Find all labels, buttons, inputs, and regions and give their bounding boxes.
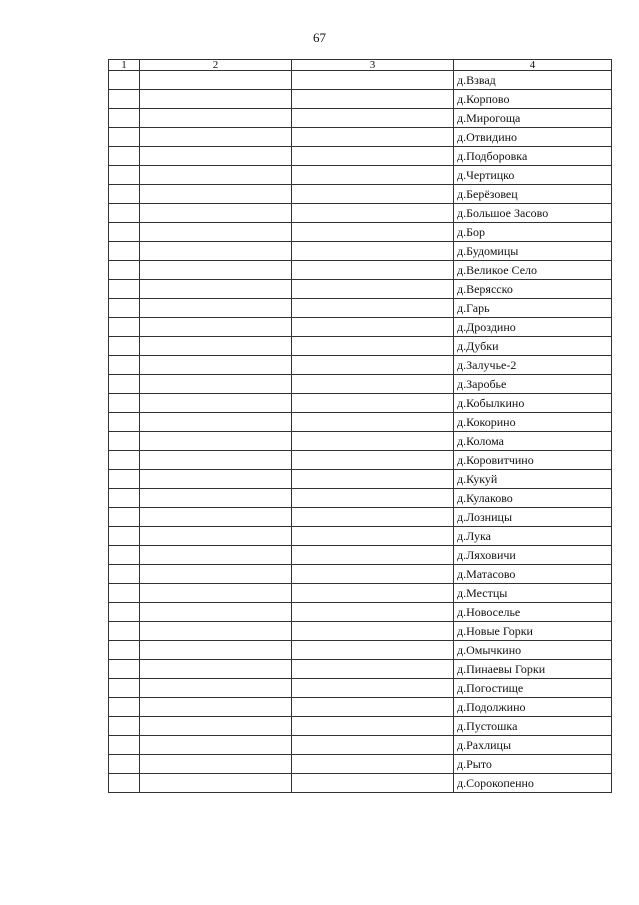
empty-cell <box>140 147 292 166</box>
empty-cell <box>140 166 292 185</box>
empty-cell <box>140 90 292 109</box>
settlement-name: д.Отвидино <box>454 128 612 147</box>
empty-cell <box>109 318 140 337</box>
table-row <box>109 375 612 394</box>
empty-cell <box>109 527 140 546</box>
empty-cell <box>109 375 140 394</box>
table-row <box>109 299 612 318</box>
empty-cell <box>292 470 454 489</box>
table-row <box>109 489 612 508</box>
table-row <box>109 641 612 660</box>
table-row <box>109 109 612 128</box>
table-row <box>109 717 612 736</box>
settlements-table <box>108 59 612 793</box>
table-row <box>109 413 612 432</box>
empty-cell <box>140 204 292 223</box>
empty-cell <box>109 679 140 698</box>
empty-cell <box>109 90 140 109</box>
empty-cell <box>140 584 292 603</box>
empty-cell <box>109 432 140 451</box>
table-row <box>109 223 612 242</box>
empty-cell <box>140 413 292 432</box>
settlement-name: д.Матасово <box>454 565 612 584</box>
empty-cell <box>292 166 454 185</box>
empty-cell <box>140 394 292 413</box>
empty-cell <box>109 603 140 622</box>
settlement-name: д.Новоселье <box>454 603 612 622</box>
settlement-name: д.Кулаково <box>454 489 612 508</box>
empty-cell <box>292 299 454 318</box>
settlement-name: д.Сорокопенно <box>454 774 612 793</box>
empty-cell <box>292 280 454 299</box>
table-row <box>109 90 612 109</box>
empty-cell <box>292 242 454 261</box>
table-row <box>109 774 612 793</box>
table-row <box>109 660 612 679</box>
table-row <box>109 527 612 546</box>
empty-cell <box>140 356 292 375</box>
empty-cell <box>140 641 292 660</box>
settlement-name: д.Пустошка <box>454 717 612 736</box>
empty-cell <box>109 717 140 736</box>
empty-cell <box>109 622 140 641</box>
table-row <box>109 679 612 698</box>
empty-cell <box>140 470 292 489</box>
empty-cell <box>292 774 454 793</box>
settlement-name: д.Новые Горки <box>454 622 612 641</box>
settlement-name: д.Кобылкино <box>454 394 612 413</box>
table-row <box>109 242 612 261</box>
empty-cell <box>140 622 292 641</box>
settlement-name: д.Подолжино <box>454 698 612 717</box>
empty-cell <box>140 261 292 280</box>
settlement-name: д.Местцы <box>454 584 612 603</box>
empty-cell <box>292 603 454 622</box>
empty-cell <box>140 679 292 698</box>
empty-cell <box>109 166 140 185</box>
empty-cell <box>140 603 292 622</box>
settlement-name: д.Колома <box>454 432 612 451</box>
empty-cell <box>292 261 454 280</box>
settlement-name: д.Коровитчино <box>454 451 612 470</box>
empty-cell <box>140 489 292 508</box>
table-row <box>109 584 612 603</box>
empty-cell <box>292 527 454 546</box>
settlement-name: д.Подборовка <box>454 147 612 166</box>
empty-cell <box>292 375 454 394</box>
empty-cell <box>292 508 454 527</box>
empty-cell <box>292 71 454 90</box>
empty-cell <box>140 185 292 204</box>
empty-cell <box>140 736 292 755</box>
empty-cell <box>109 261 140 280</box>
settlement-name: д.Лука <box>454 527 612 546</box>
settlement-name: д.Мирогоща <box>454 109 612 128</box>
table-row <box>109 128 612 147</box>
table-row <box>109 71 612 90</box>
empty-cell <box>109 565 140 584</box>
empty-cell <box>109 185 140 204</box>
settlement-name: д.Гарь <box>454 299 612 318</box>
empty-cell <box>109 280 140 299</box>
table-row <box>109 546 612 565</box>
empty-cell <box>292 546 454 565</box>
empty-cell <box>109 223 140 242</box>
table-header-row <box>109 60 612 71</box>
empty-cell <box>109 755 140 774</box>
empty-cell <box>109 774 140 793</box>
table-row <box>109 185 612 204</box>
settlement-name: д.Будомицы <box>454 242 612 261</box>
table-row <box>109 337 612 356</box>
empty-cell <box>292 679 454 698</box>
table-row <box>109 508 612 527</box>
empty-cell <box>140 299 292 318</box>
empty-cell <box>292 584 454 603</box>
settlement-name: д.Лозницы <box>454 508 612 527</box>
empty-cell <box>140 546 292 565</box>
empty-cell <box>140 774 292 793</box>
table-row <box>109 565 612 584</box>
table-row <box>109 603 612 622</box>
empty-cell <box>292 432 454 451</box>
empty-cell <box>140 508 292 527</box>
empty-cell <box>140 109 292 128</box>
empty-cell <box>109 698 140 717</box>
column-header-4: 4 <box>454 60 612 71</box>
settlement-name: д.Верясско <box>454 280 612 299</box>
table-row <box>109 698 612 717</box>
empty-cell <box>292 318 454 337</box>
empty-cell <box>109 147 140 166</box>
empty-cell <box>109 489 140 508</box>
empty-cell <box>140 660 292 679</box>
empty-cell <box>292 147 454 166</box>
table-row <box>109 147 612 166</box>
empty-cell <box>109 584 140 603</box>
settlement-name: д.Рыто <box>454 755 612 774</box>
settlement-name: д.Погостище <box>454 679 612 698</box>
empty-cell <box>109 337 140 356</box>
settlement-name: д.Кукуй <box>454 470 612 489</box>
table-row <box>109 280 612 299</box>
table-row <box>109 470 612 489</box>
empty-cell <box>292 90 454 109</box>
empty-cell <box>292 204 454 223</box>
empty-cell <box>292 565 454 584</box>
settlement-name: д.Взвад <box>454 71 612 90</box>
empty-cell <box>109 204 140 223</box>
table-row <box>109 261 612 280</box>
empty-cell <box>140 527 292 546</box>
empty-cell <box>292 717 454 736</box>
table-row <box>109 394 612 413</box>
empty-cell <box>109 451 140 470</box>
empty-cell <box>140 223 292 242</box>
table-row <box>109 736 612 755</box>
empty-cell <box>292 337 454 356</box>
column-header-3: 3 <box>292 60 454 71</box>
table-row <box>109 451 612 470</box>
empty-cell <box>292 660 454 679</box>
empty-cell <box>292 698 454 717</box>
empty-cell <box>109 641 140 660</box>
empty-cell <box>109 470 140 489</box>
settlement-name: д.Бор <box>454 223 612 242</box>
settlement-name: д.Корпово <box>454 90 612 109</box>
empty-cell <box>140 432 292 451</box>
empty-cell <box>140 318 292 337</box>
table-row <box>109 622 612 641</box>
settlement-name: д.Омычкино <box>454 641 612 660</box>
table-row <box>109 356 612 375</box>
column-header-1: 1 <box>109 60 140 71</box>
settlement-name: д.Заробье <box>454 375 612 394</box>
empty-cell <box>292 489 454 508</box>
empty-cell <box>109 109 140 128</box>
empty-cell <box>109 394 140 413</box>
table-row <box>109 318 612 337</box>
empty-cell <box>109 356 140 375</box>
empty-cell <box>140 565 292 584</box>
empty-cell <box>109 736 140 755</box>
settlement-name: д.Большое Засово <box>454 204 612 223</box>
empty-cell <box>292 451 454 470</box>
table-row <box>109 166 612 185</box>
empty-cell <box>292 736 454 755</box>
empty-cell <box>140 375 292 394</box>
empty-cell <box>292 128 454 147</box>
settlement-name: д.Кокорино <box>454 413 612 432</box>
empty-cell <box>292 394 454 413</box>
empty-cell <box>140 337 292 356</box>
table-row <box>109 755 612 774</box>
empty-cell <box>109 413 140 432</box>
empty-cell <box>292 413 454 432</box>
settlement-name: д.Великое Село <box>454 261 612 280</box>
column-header-2: 2 <box>140 60 292 71</box>
empty-cell <box>140 451 292 470</box>
empty-cell <box>109 128 140 147</box>
empty-cell <box>292 185 454 204</box>
empty-cell <box>292 223 454 242</box>
empty-cell <box>109 546 140 565</box>
empty-cell <box>140 717 292 736</box>
table-row <box>109 432 612 451</box>
settlement-name: д.Залучье-2 <box>454 356 612 375</box>
settlement-name: д.Ляховичи <box>454 546 612 565</box>
table-body <box>109 71 612 793</box>
empty-cell <box>292 356 454 375</box>
empty-cell <box>140 71 292 90</box>
empty-cell <box>109 71 140 90</box>
empty-cell <box>109 299 140 318</box>
empty-cell <box>140 128 292 147</box>
empty-cell <box>292 755 454 774</box>
empty-cell <box>292 641 454 660</box>
page-number: 67 <box>313 30 326 45</box>
settlement-name: д.Берёзовец <box>454 185 612 204</box>
empty-cell <box>109 508 140 527</box>
settlement-name: д.Рахлицы <box>454 736 612 755</box>
empty-cell <box>109 242 140 261</box>
settlement-name: д.Дубки <box>454 337 612 356</box>
settlement-name: д.Чертицко <box>454 166 612 185</box>
empty-cell <box>140 242 292 261</box>
empty-cell <box>140 698 292 717</box>
empty-cell <box>292 622 454 641</box>
empty-cell <box>140 280 292 299</box>
empty-cell <box>109 660 140 679</box>
empty-cell <box>292 109 454 128</box>
settlement-name: д.Пинаевы Горки <box>454 660 612 679</box>
empty-cell <box>140 755 292 774</box>
settlement-name: д.Дроздино <box>454 318 612 337</box>
table-row <box>109 204 612 223</box>
